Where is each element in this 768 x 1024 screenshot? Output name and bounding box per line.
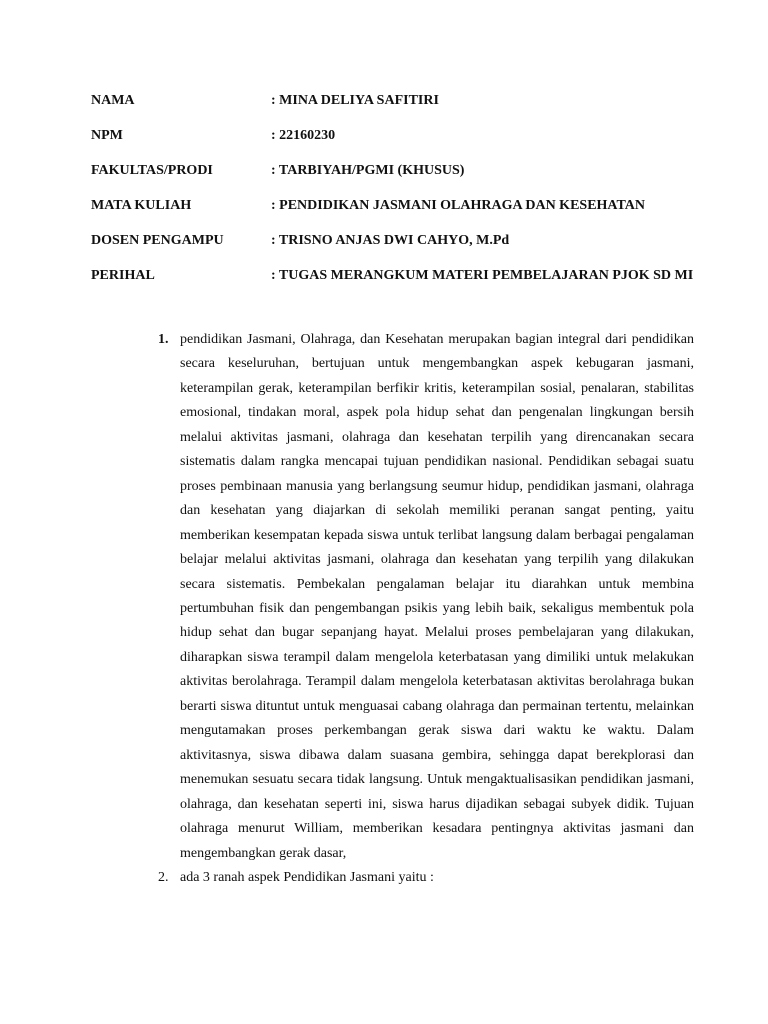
list-item-text: ada 3 ranah aspek Pendidikan Jasmani yaitu : xyxy=(180,869,434,885)
info-value: : TRISNO ANJAS DWI CAHYO, M.Pd xyxy=(271,233,510,248)
info-label: NAMA xyxy=(91,93,135,108)
info-label: PERIHAL xyxy=(91,268,155,283)
info-value: : TARBIYAH/PGMI (KHUSUS) xyxy=(271,163,465,178)
list-item xyxy=(150,866,694,890)
student-info-header xyxy=(91,92,711,302)
info-row-faculty xyxy=(91,162,711,197)
info-row-lecturer xyxy=(91,232,711,267)
info-value: : TUGAS MERANGKUM MATERI PEMBELAJARAN PJOK SD MI xyxy=(271,268,694,283)
info-value: : PENDIDIKAN JASMANI OLAHRAGA DAN KESEHATAN xyxy=(271,198,646,213)
info-row-course xyxy=(91,197,711,232)
info-label: FAKULTAS/PRODI xyxy=(91,163,213,178)
info-row-npm xyxy=(91,127,711,162)
info-value: : 22160230 xyxy=(271,128,336,143)
summary-list xyxy=(150,328,694,890)
list-item-number: 2. xyxy=(158,869,169,885)
info-label: DOSEN PENGAMPU xyxy=(91,233,224,248)
list-item xyxy=(150,328,694,866)
list-item-number: 1. xyxy=(158,332,169,347)
info-label: MATA KULIAH xyxy=(91,198,192,213)
list-item-text: pendidikan Jasmani, Olahraga, dan Kesehatan merupakan bagian integral dari pendidikan secara keseluruhan, bertujuan untuk mengembangkan aspek kebugaran jasmani, keterampilan gerak, keterampilan berfikir kritis, keterampilan sosial, penalaran, stabilitas emosional, tindakan moral, aspek pola hidup sehat dan pengenalan lingkungan bersih melalui aktivitas jasmani, olahraga dan kesehatan terpilih yang direncanakan secara sistematis dalam rangka mencapai tujuan pendidikan nasional. Pendidikan sebagai suatu proses pembinaan manusia yang berlangsung seumur hidup, pendidikan jasmani, olahraga dan kesehatan yang diajarkan di sekolah memiliki peranan sangat penting, yaitu memberikan kesempatan kepada siswa untuk terlibat langsung dalam berbagai pengalaman belajar melalui aktivitas jasmani, olahraga dan kesehatan yang terpilih yang dilakukan secara sistematis. Pembekalan pengalaman belajar itu diarahkan untuk membina pertumbuhan fisik dan pengembangan psikis yang lebih baik, sekaligus membentuk pola hidup sehat dan bugar sepanjang hayat. Melalui proses pembelajaran yang dilakukan, diharapkan siswa terampil dalam mengelola keterbatasan yang dimiliki untuk melakukan aktivitas berolahraga. Terampil dalam mengelola keterbatasan aktivitas berolahraga bukan berarti siswa dituntut untuk menguasai cabang olahraga dan permainan tertentu, melainkan mengutamakan proses perkembangan gerak siswa dari waktu ke waktu. Dalam aktivitasnya, siswa dibawa dalam suasana gembira, sehingga dapat berekplorasi dan menemukan sesuatu secara tidak langsung. Untuk mengaktualisasikan pendidikan jasmani, olahraga, dan kesehatan seperti ini, siswa harus dijadikan sebagai subyek didik. Tujuan olahraga menurut William, memberikan kesadara pentingnya aktivitas jasmani dan mengembangkan gerak dasar, xyxy=(180,332,694,861)
info-row-name xyxy=(91,92,711,127)
info-row-subject xyxy=(91,267,711,302)
info-value: : MINA DELIYA SAFITIRI xyxy=(271,93,439,108)
info-label: NPM xyxy=(91,128,123,143)
